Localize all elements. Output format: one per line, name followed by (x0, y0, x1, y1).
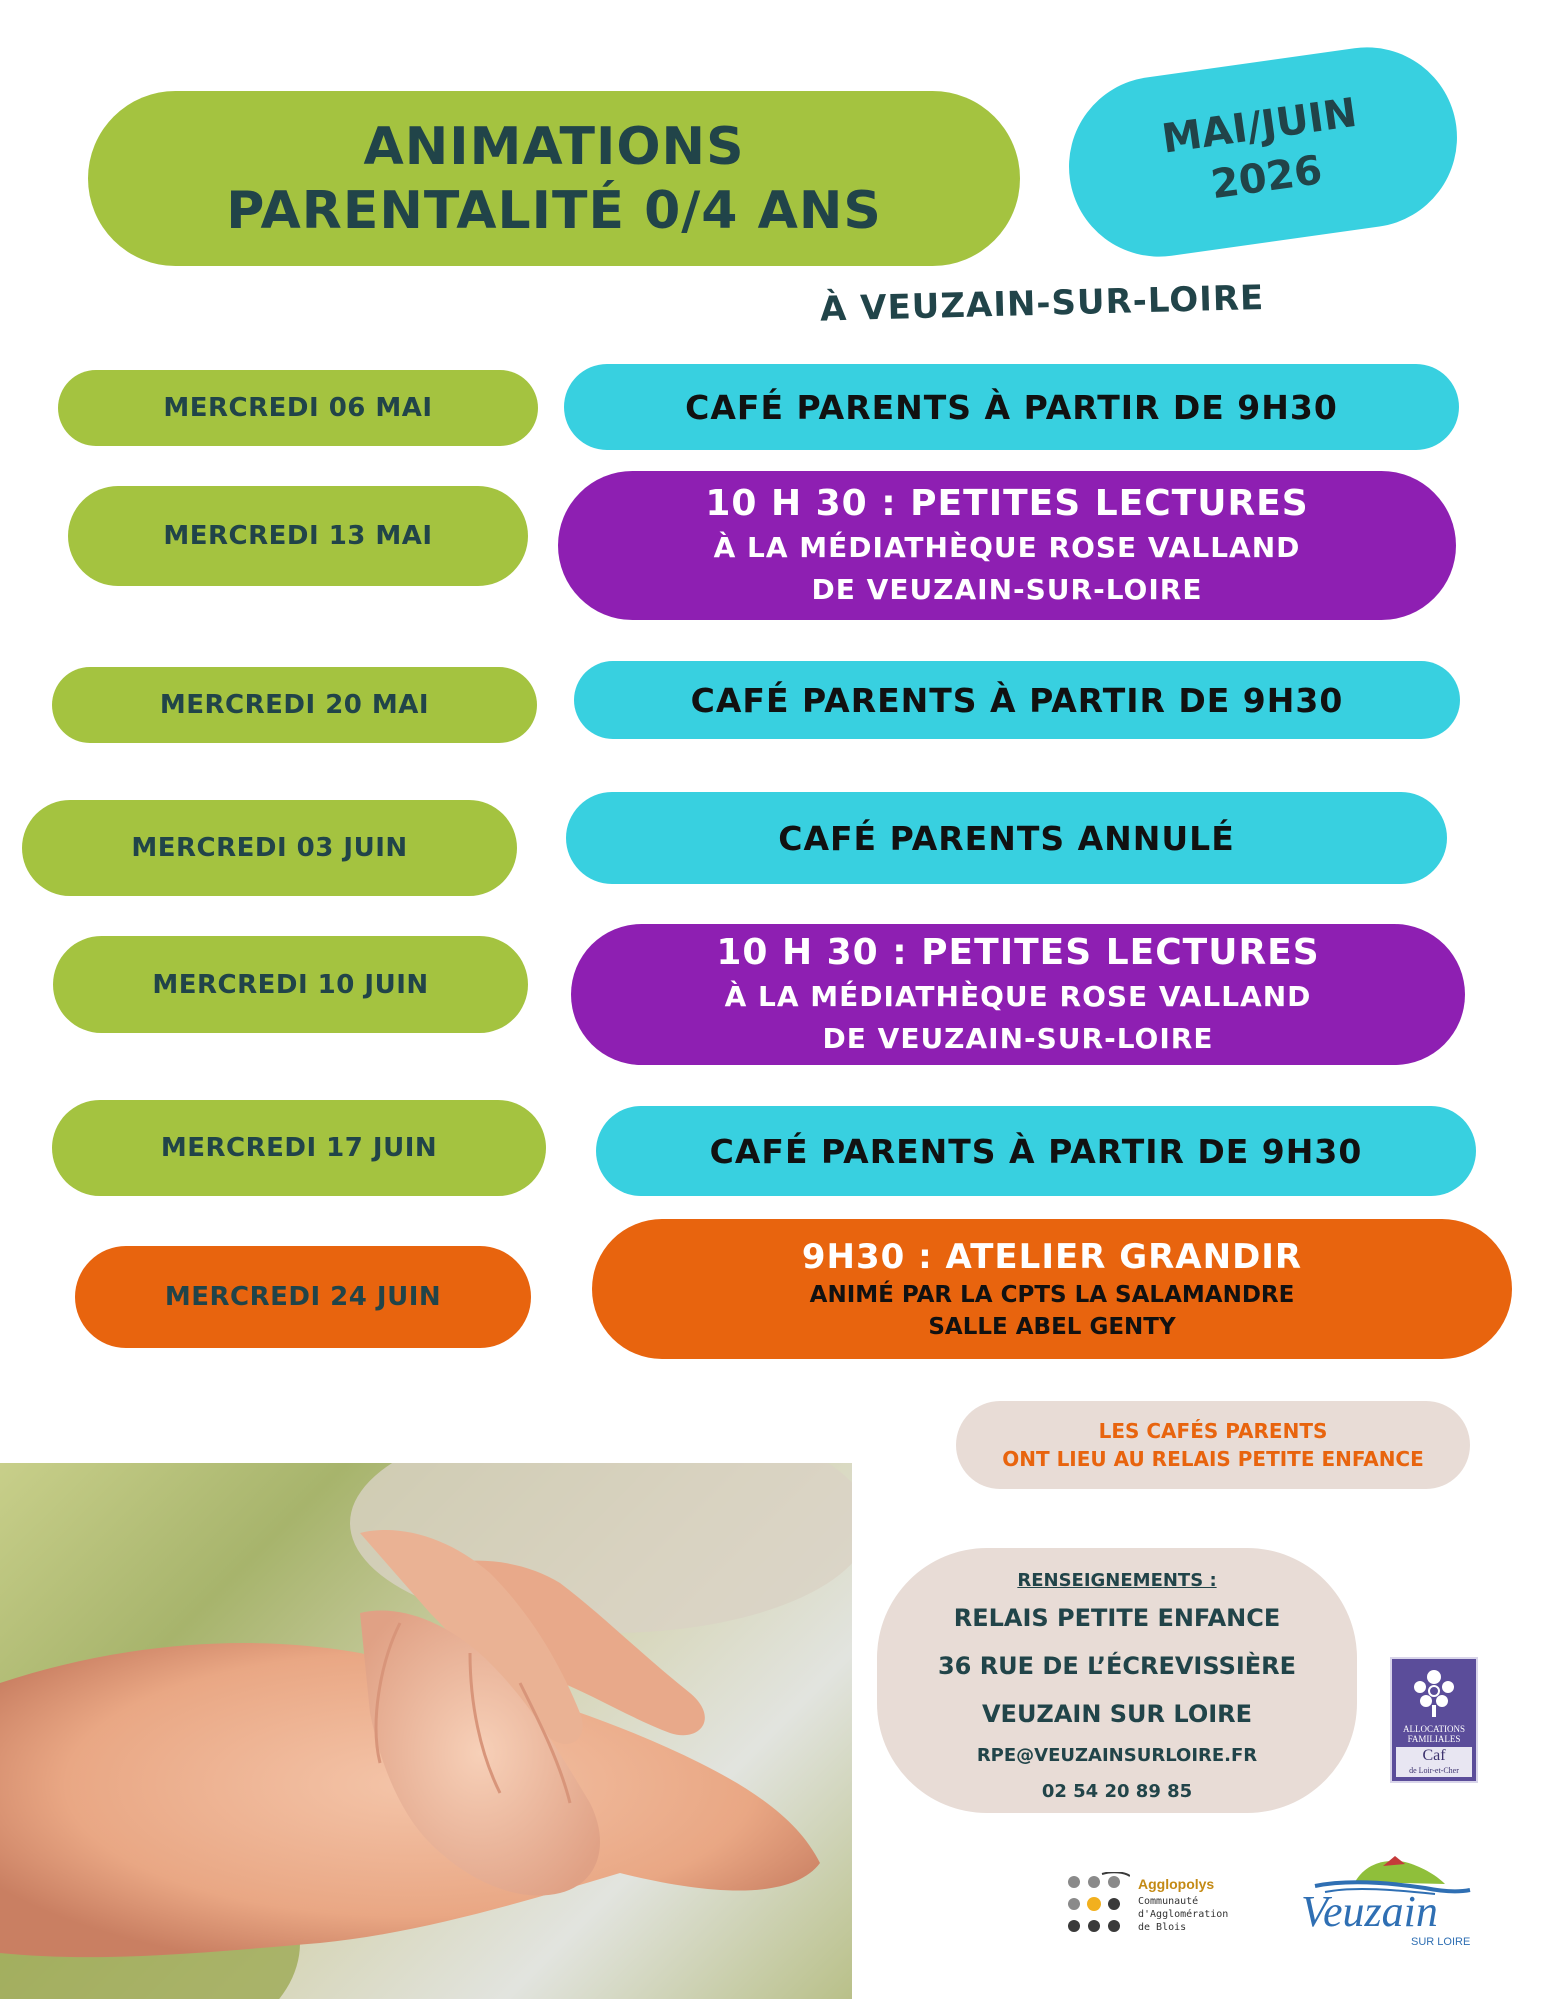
cafe-location-note (956, 1401, 1470, 1489)
event-detail-1 (564, 364, 1459, 450)
event-town: DE VEUZAIN-SUR-LOIRE (822, 1021, 1214, 1055)
caf-region: de Loir-et-Cher (1396, 1765, 1472, 1777)
event-day-6 (52, 1100, 546, 1196)
event-day-1 (58, 370, 538, 446)
event-day-label: MERCREDI 03 JUIN (131, 833, 408, 863)
event-day-label: MERCREDI 10 JUIN (152, 969, 429, 1000)
event-day-label: MERCREDI 17 JUIN (160, 1133, 438, 1163)
event-venue: SALLE ABEL GENTY (928, 1314, 1176, 1340)
note-line-2: ONT LIEU AU RELAIS PETITE ENFANCE (1002, 1447, 1424, 1471)
contact-box (877, 1548, 1357, 1813)
period-line-1: MAI/JUIN (1159, 89, 1360, 163)
agglopolys-line-1: Communauté (1138, 1896, 1199, 1907)
event-detail-3 (574, 661, 1460, 739)
event-day-4 (22, 800, 517, 896)
event-detail-5 (571, 924, 1465, 1065)
event-day-label: MERCREDI 13 MAI (163, 521, 433, 551)
event-day-7 (75, 1246, 531, 1348)
period-line-2: 2026 (1208, 147, 1325, 209)
agglopolys-dots-icon (1066, 1872, 1130, 1938)
agglopolys-name: Agglopolys (1138, 1876, 1215, 1892)
agglopolys-line-2: d'Agglomération (1138, 1909, 1229, 1920)
contact-phone: 02 54 20 89 85 (1041, 1781, 1193, 1802)
caf-emblem-icon (1406, 1665, 1462, 1719)
event-title: CAFÉ PARENTS À PARTIR DE 9H30 (690, 680, 1344, 720)
event-detail-4 (566, 792, 1447, 884)
event-detail-2 (558, 471, 1456, 620)
event-title: 9H30 : ATELIER GRANDIR (801, 1237, 1303, 1277)
title-banner (88, 91, 1020, 266)
event-day-label: MERCREDI 20 MAI (159, 690, 430, 720)
event-detail-7 (592, 1219, 1512, 1359)
veuzain-name: Veuzain (1301, 1887, 1438, 1936)
event-title: 10 H 30 : PETITES LECTURES (705, 482, 1309, 524)
event-title: 10 H 30 : PETITES LECTURES (716, 931, 1320, 973)
event-town: DE VEUZAIN-SUR-LOIRE (811, 572, 1203, 606)
contact-org: RELAIS PETITE ENFANCE (953, 1604, 1281, 1632)
veuzain-logo (1295, 1852, 1475, 1952)
event-title: CAFÉ PARENTS ANNULÉ (778, 818, 1235, 858)
caf-logo (1390, 1657, 1478, 1783)
contact-email[interactable]: RPE@VEUZAINSURLOIRE.FR (976, 1745, 1258, 1766)
event-day-2 (68, 486, 528, 586)
event-day-5 (53, 936, 528, 1033)
event-venue: À LA MÉDIATHÈQUE ROSE VALLAND (713, 530, 1301, 564)
event-title: CAFÉ PARENTS À PARTIR DE 9H30 (685, 387, 1338, 427)
title-line-2: PARENTALITÉ 0/4 ANS (226, 180, 882, 241)
caf-name: Caf (1396, 1747, 1472, 1765)
location-heading: À VEUZAIN-SUR-LOIRE (819, 277, 1265, 330)
veuzain-sub: SUR LOIRE (1411, 1936, 1471, 1948)
agglopolys-logo (1066, 1872, 1236, 1938)
event-day-3 (52, 667, 537, 743)
hands-illustration (0, 1463, 852, 1999)
contact-address: 36 RUE DE L’ÉCREVISSIÈRE (937, 1652, 1297, 1680)
period-badge (1057, 36, 1468, 269)
event-day-label: MERCREDI 06 MAI (163, 393, 433, 423)
event-day-label: MERCREDI 24 JUIN (164, 1282, 442, 1312)
note-line-1: LES CAFÉS PARENTS (1098, 1419, 1328, 1443)
event-organizer: ANIMÉ PAR LA CPTS LA SALAMANDRE (809, 1282, 1295, 1308)
event-title: CAFÉ PARENTS À PARTIR DE 9H30 (709, 1131, 1363, 1171)
event-venue: À LA MÉDIATHÈQUE ROSE VALLAND (724, 979, 1312, 1013)
caf-line-2: FAMILIALES (1407, 1734, 1461, 1744)
contact-heading: RENSEIGNEMENTS : (1017, 1570, 1217, 1591)
caf-line-1: ALLOCATIONS (1403, 1724, 1465, 1734)
event-detail-6 (596, 1106, 1476, 1196)
title-line-1: ANIMATIONS (363, 116, 745, 177)
contact-city: VEUZAIN SUR LOIRE (981, 1700, 1253, 1728)
agglopolys-line-3: de Blois (1138, 1922, 1187, 1933)
hands-photo (0, 1463, 852, 1999)
